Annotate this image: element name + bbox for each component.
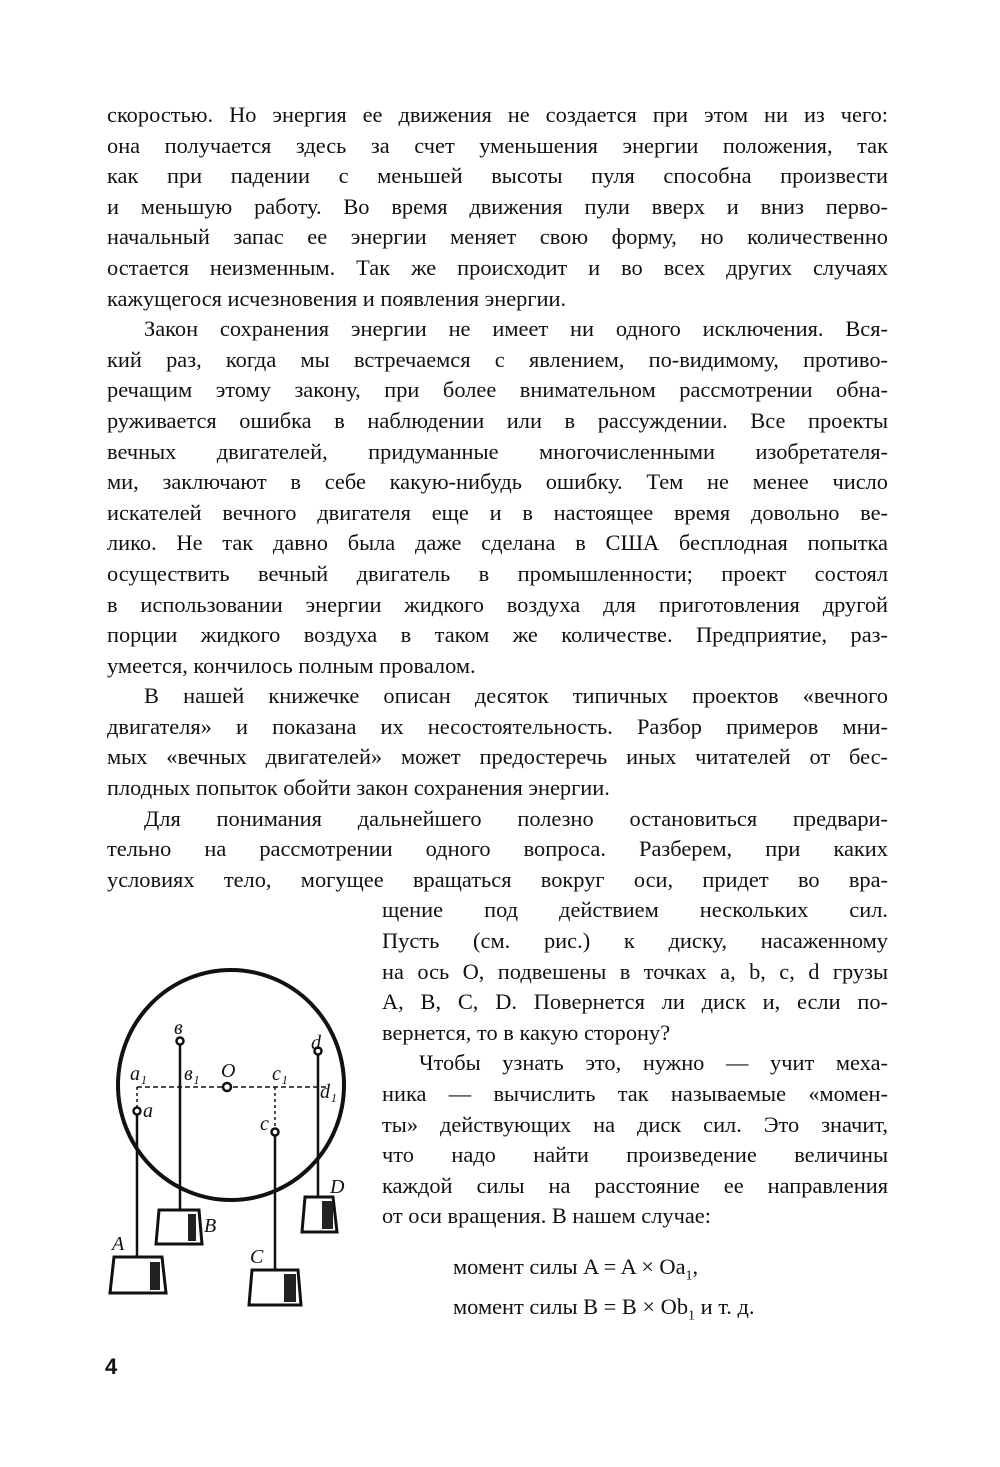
text-line: плодных попыток обойти закон сохранения энергии. (107, 775, 610, 801)
label-b1: в₁ (184, 1063, 200, 1085)
text-line: как при падении с меньшей высоты пуля способна произвести (107, 163, 888, 189)
label-B: B (204, 1215, 217, 1237)
text-line: руживается ошибка в наблюдении или в рассуждении. Все проекты (107, 407, 888, 433)
label-c: c (260, 1113, 269, 1135)
formula-moment-b: момент силы $B = B \times Ob_1$ и т. д. (453, 1294, 755, 1324)
text-line: вернется, то в какую сторону? (382, 1019, 671, 1045)
text-line: на ось O, подвешены в точках a, b, c, d грузы (382, 958, 888, 984)
text-line: умеется, кончилось полным провалом. (107, 652, 476, 678)
formula-moment-a: момент силы $A = A \times Oa_1$, (453, 1254, 699, 1284)
label-A: A (112, 1233, 125, 1255)
text-line: кажущегося исчезновения и появления энергии. (107, 285, 567, 311)
label-d: d (311, 1032, 321, 1054)
text-line: кий раз, когда мы встречаемся с явлением, по-видимому, противо- (107, 346, 888, 372)
text-line: ника — вычислить так называемые «момен- (382, 1081, 888, 1106)
text-line: тельно на рассмотрении одного вопроса. Разберем, при каких (107, 836, 888, 862)
text-line: скоростью. Но энергия ее движения не создается при этом ни из чего: (107, 102, 888, 127)
text-line: в использовании энергии жидкого воздуха для приготовления другой (107, 591, 888, 617)
moment-formulas (453, 1251, 755, 1332)
weights (110, 1197, 337, 1305)
text-line: мых «вечных двигателей» может предостеречь иных читателей от бес- (107, 744, 888, 770)
text-line: и меньшую работу. Во время движения пули вверх и вниз перво- (107, 193, 888, 219)
label-o: O (221, 1060, 236, 1082)
text-line: Пусть (см. рис.) к диску, насаженному (382, 928, 888, 954)
text-line: каждой силы на расстояние ее направления (382, 1172, 888, 1198)
text-line: от оси вращения. В нашем случае: (382, 1203, 711, 1229)
label-b: в (174, 1017, 183, 1039)
text-line: что надо найти произведение величины (382, 1142, 888, 1168)
text-line: лико. Не так давно была даже сделана в США бесплодная попытка (107, 530, 888, 556)
text-line: В нашей книжечке описан десяток типичных проектов «вечного (144, 683, 888, 709)
label-c1: c₁ (272, 1063, 288, 1085)
text-line: порции жидкого воздуха в таком же количестве. Предприятие, раз- (107, 622, 888, 648)
text-line: двигателя» и показана их несостоятельность. Разбор примеров мни- (107, 713, 888, 739)
text-line: ты» действующих на диск сил. Это значит, (382, 1111, 888, 1137)
text-line: Закон сохранения энергии не имеет ни одного исключения. Вся- (144, 316, 888, 342)
text-line: искателей вечного двигателя еще и в настоящее время довольно ве- (107, 499, 888, 525)
text-line: Для понимания дальнейшего полезно остановиться предвари- (144, 805, 888, 831)
text-line: щение под действием нескольких сил. (382, 897, 888, 923)
axis-o-point (223, 1083, 231, 1091)
label-d1: d₁ (320, 1081, 337, 1103)
label-a1: a₁ (130, 1063, 147, 1085)
label-a: a (143, 1100, 153, 1122)
text-line: остается неизменным. Так же происходит и во всех других случаях (107, 254, 888, 280)
text-line: A, B, C, D. Повернется ли диск и, если по- (382, 989, 888, 1015)
text-line: ми, заключают в себе какую-нибудь ошибку. Тем не менее число (107, 469, 888, 495)
label-C: C (250, 1246, 264, 1268)
text-line: вечных двигателей, придуманные многочисленными изобретателя- (107, 438, 888, 464)
disk-weights-figure (100, 950, 360, 1320)
page-number: 4 (105, 1354, 118, 1379)
text-line: условиях тело, могущее вращаться вокруг оси, придет во вра- (107, 866, 888, 892)
label-D: D (330, 1176, 345, 1198)
text-line: начальный запас ее энергии меняет свою форму, но количественно (107, 224, 888, 250)
text-line: Чтобы узнать это, нужно — учит меха- (419, 1050, 888, 1076)
text-line: осуществить вечный двигатель в промышленности; проект состоял (107, 560, 888, 586)
text-line: речащим этому закону, при более внимательном рассмотрении обна- (107, 377, 888, 403)
text-line: она получается здесь за счет уменьшения энергии положения, так (107, 132, 888, 158)
